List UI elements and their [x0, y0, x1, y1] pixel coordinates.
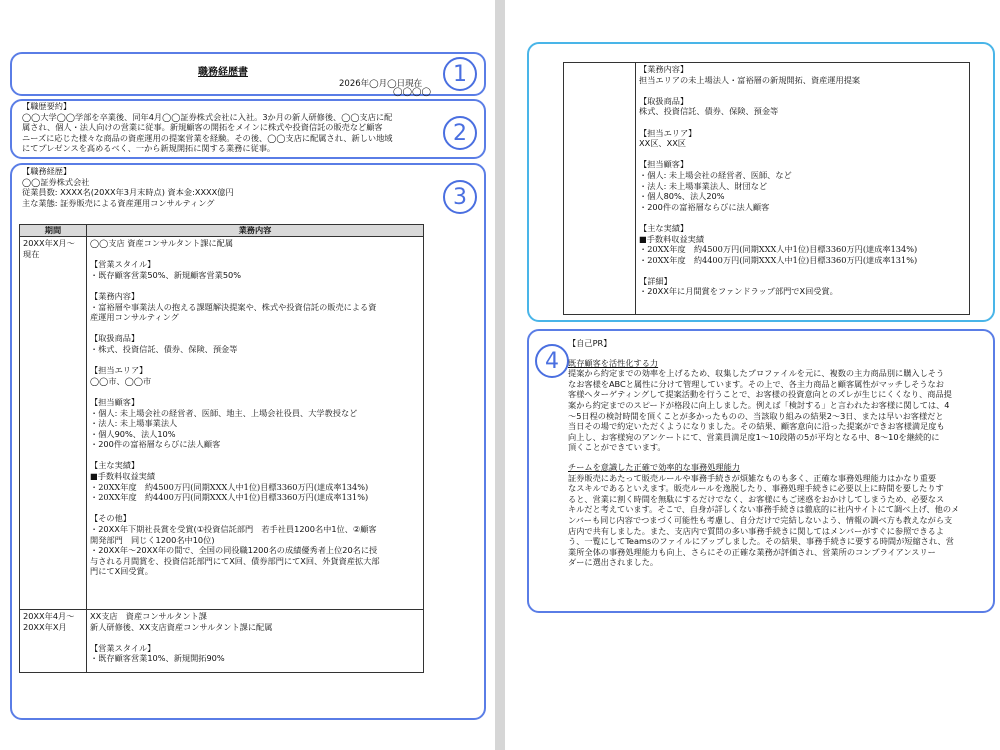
self-pr-subheading: チームを意識した正確で効率的な事務処理能力: [568, 461, 740, 472]
text-line: 当日その場で約定いただくようになりました。その結果、顧客意向に沿った提案ができお客様満足度も: [568, 421, 945, 432]
page-divider: [495, 0, 505, 750]
text-line: 【業務内容】: [90, 290, 140, 301]
content-cell: [87, 237, 424, 610]
text-line: XX支店 資産コンサルタント課: [90, 611, 207, 621]
career-heading: 【職務経歴】: [22, 166, 72, 176]
text-line: 頂くことができています。: [568, 442, 666, 453]
self-pr-subheading: 既存顧客を活性化する力: [568, 357, 659, 368]
text-line: ・200件の富裕層ならびに法人顧客: [639, 201, 770, 212]
document-page-right: [505, 0, 1000, 750]
spacer: [639, 149, 966, 160]
text-line: 【取扱商品】: [639, 95, 689, 106]
annotation-number-2: 2: [443, 116, 477, 150]
text-line: ・個人90%、法人10%: [90, 428, 176, 439]
annotation-number-4: 4: [535, 344, 569, 378]
spacer: [90, 280, 420, 291]
career-history-table: [19, 224, 424, 673]
annotation-number-3: 3: [443, 180, 477, 214]
company-business: 主な業態: 証券販売による資産運用コンサルティング: [22, 197, 215, 208]
content-cell: [87, 610, 424, 673]
text-line: 【詳細】: [639, 275, 672, 286]
document-title: 職務経歴書: [198, 67, 248, 78]
spacer: [639, 85, 966, 96]
annotation-number-1: 1: [443, 57, 477, 91]
summary-line: にてプレゼンスを高めるべく、一から新規開拓に関する業務に従事。: [22, 143, 276, 154]
text-line: ・20XX年～20XX年の間で、全国の同役職1200名の成績優秀者上位20名に授: [90, 545, 378, 556]
text-line: 【営業スタイル】: [90, 259, 156, 270]
text-line: 【担当顧客】: [639, 159, 689, 170]
career-history-table-continued: [563, 62, 970, 315]
document-date: 2026年◯月◯日現在: [339, 79, 423, 89]
text-line: 向上し、お客様宛のアンケートにて、営業員満足度1～10段階の5が平均となる中、8～10を継続的に: [568, 431, 940, 442]
period-cell: [564, 63, 636, 315]
text-line: ・20XX年度 約4400万円(同期XXX人中1位)目標3360万円(達成率131%): [90, 492, 369, 503]
spacer: [90, 450, 420, 461]
text-line: ■手数料収益実績: [639, 233, 705, 244]
text-line: 【その他】: [90, 513, 131, 524]
applicant-name: ◯◯◯◯: [393, 87, 432, 97]
text-line: ・富裕層や事業法人の抱える課題解決提案や、株式や投資信託の販売による資: [90, 301, 377, 312]
document-page-left: [0, 0, 495, 750]
summary-line: ニーズに応じた様々な商品の資産運用の提案営業を経験。その後、◯◯支店に配属され、新しい地域: [22, 132, 393, 143]
company-employees: 従業員数: XXXX名(20XX年3月末時点) 資本金:XXXX億円: [22, 187, 234, 198]
text-line: 担当エリアの未上場法人・富裕層の新規開拓、資産運用提案: [639, 74, 861, 85]
text-line: ・既存顧客営業10%、新規開拓90%: [90, 653, 225, 664]
text-line: 【主な実績】: [639, 222, 689, 233]
self-pr-section: [568, 338, 959, 568]
text-line: 【業務内容】: [639, 64, 689, 74]
summary-section: [22, 101, 392, 154]
text-line: XX区、XX区: [639, 138, 686, 149]
text-line: ・法人: 未上場事業法人: [90, 418, 178, 429]
text-line: ・既存顧客営業50%、新規顧客営業50%: [90, 269, 242, 280]
text-line: 新人研修後、XX支店資産コンサルタント課に配属: [90, 621, 273, 632]
text-line: う、一覧にしてTeamsのファイルにアップしました。その結果、事務手続きに要する時間が短縮され、営: [568, 536, 954, 547]
text-line: 客様へターゲティングして提案活動を行うことで、お客様の投資意向とのズレが生じにくくなり、商品提: [568, 389, 952, 400]
period-cell: 20XX年X月～ 現在: [20, 237, 87, 610]
text-line: ・20XX年度 約4400万円(同期XXX人中1位)目標3360万円(達成率131%): [639, 254, 918, 265]
spacer: [90, 503, 420, 514]
text-line: ◯◯支店 資産コンサルタント課に配属: [90, 238, 234, 248]
text-line: ～5日程の検討時間を頂くことが多かったものの、当該取り組みの結果2～3日、または早いお客様だと: [568, 410, 944, 421]
text-line: ・200件の富裕層ならびに法人顧客: [90, 439, 221, 450]
text-line: ・個人80%、法人20%: [639, 191, 725, 202]
text-line: なお客様をABCと属性に分けて管理しています。その上で、各主力商品と顧客属性がマッチしそうなお: [568, 378, 944, 389]
text-line: ・個人: 未上場会社の経営者、医師、など: [639, 169, 792, 180]
text-line: ・20XX年度 約4500万円(同期XXX人中1位)目標3360万円(達成率134%): [90, 481, 369, 492]
text-line: 【主な実績】: [90, 460, 140, 471]
text-line: ンバーも同じ内容でつまづく可能性も考慮し、自分だけで完結しないよう、情報の調べ方も教えながら支: [568, 514, 953, 525]
self-pr-heading: 【自己PR】: [568, 338, 612, 348]
self-pr-paragraph: [568, 473, 959, 568]
text-line: ・個人: 未上場会社の経営者、医師、地主、上場会社役員、大学教授など: [90, 407, 358, 418]
table-row: [20, 237, 424, 610]
text-line: 門にてX回受賞。: [90, 566, 153, 577]
company-name: ◯◯証券株式会社: [22, 176, 90, 187]
spacer: [90, 249, 420, 260]
text-line: 株式、投資信託、債券、保険、預金等: [639, 106, 779, 117]
text-line: ・株式、投資信託、債券、保険、預金等: [90, 343, 238, 354]
text-line: 店内で共有しました。また、支店内で質問の多い事務手続きに関してはメンバーがすぐに参照できるよ: [568, 525, 945, 536]
text-line: 提案から約定までの効率を上げるため、収集したプロファイルを元に、複数の主力商品別に購入しそう: [568, 368, 945, 379]
spacer: [90, 323, 420, 334]
text-line: ・20XX年度 約4500万円(同期XXX人中1位)目標3360万円(達成率134%): [639, 244, 918, 255]
text-line: 【担当顧客】: [90, 396, 140, 407]
text-line: 与される月間賞を、投資信託部門にてX回、債券部門にてX回、外貨資産拡大部: [90, 555, 380, 566]
text-line: 産運用コンサルティング: [90, 312, 179, 323]
text-line: 業所全体の事務処理能力も向上、さらにその正確な業務が評価され、営業所のコンプライアンスリー: [568, 546, 936, 557]
text-line: キルだと考えています。そこで、自身が詳しくない事務手続きは徹底的に社内サイトにて調べ上げ、他のメ: [568, 504, 960, 515]
column-header-content: 業務内容: [87, 225, 424, 237]
spacer: [639, 265, 966, 276]
text-line: 【担当エリア】: [639, 127, 697, 138]
text-line: なスキルであるといえます。販売ルールを逸脱したり、事務処理手続きに必要以上に時間を要したりす: [568, 483, 944, 494]
text-line: ると、営業に割く時間を無駄にするだけでなく、お客様にもご迷惑をおかけしてしまうため、必要なス: [568, 493, 945, 504]
content-cell: [636, 63, 970, 315]
spacer: [90, 386, 420, 397]
text-line: ◯◯市、◯◯市: [90, 375, 152, 386]
text-line: ・20XX年に月間賞をファンドラップ部門でX回受賞。: [639, 286, 838, 297]
text-line: 開発部門 同じく1200名中10位): [90, 534, 215, 545]
summary-heading: 【職歴要約】: [22, 101, 72, 111]
column-header-period: 期間: [20, 225, 87, 237]
summary-line: 属され、個人・法人向けの営業に従事。新規顧客の開拓をメインに株式や投資信託の販売など顧客: [22, 122, 383, 133]
spacer: [90, 355, 420, 366]
table-row: [20, 610, 424, 673]
spacer: [639, 212, 966, 223]
period-cell: 20XX年4月～ 20XX年X月: [20, 610, 87, 673]
text-line: 【営業スタイル】: [90, 642, 156, 653]
career-section-header: [22, 166, 234, 208]
spacer: [90, 632, 420, 643]
text-line: 証券販売にあたって販売ルールや事務手続きが煩雑なものも多く、正確な事務処理能力はかなり重要: [568, 472, 937, 483]
text-line: 案から約定までのスピードが格段に向上しました。例えば「検討する」と言われたお客様に関しては、4: [568, 399, 950, 410]
text-line: 【取扱商品】: [90, 333, 140, 344]
text-line: 【担当エリア】: [90, 365, 148, 376]
self-pr-paragraph: [568, 368, 959, 453]
text-line: ■手数料収益実績: [90, 471, 156, 482]
text-line: ・20XX年下期社長賞を受賞(①投資信託部門 若手社員1200名中1位、②顧客: [90, 524, 377, 535]
summary-line: ◯◯大学◯◯学部を卒業後、同年4月◯◯証券株式会社に入社。3か月の新人研修後、◯◯支店に配: [22, 111, 393, 122]
table-row: [564, 63, 970, 315]
spacer: [639, 117, 966, 128]
text-line: ・法人: 未上場事業法人、財団など: [639, 180, 768, 191]
text-line: ダーに選出されました。: [568, 557, 659, 568]
